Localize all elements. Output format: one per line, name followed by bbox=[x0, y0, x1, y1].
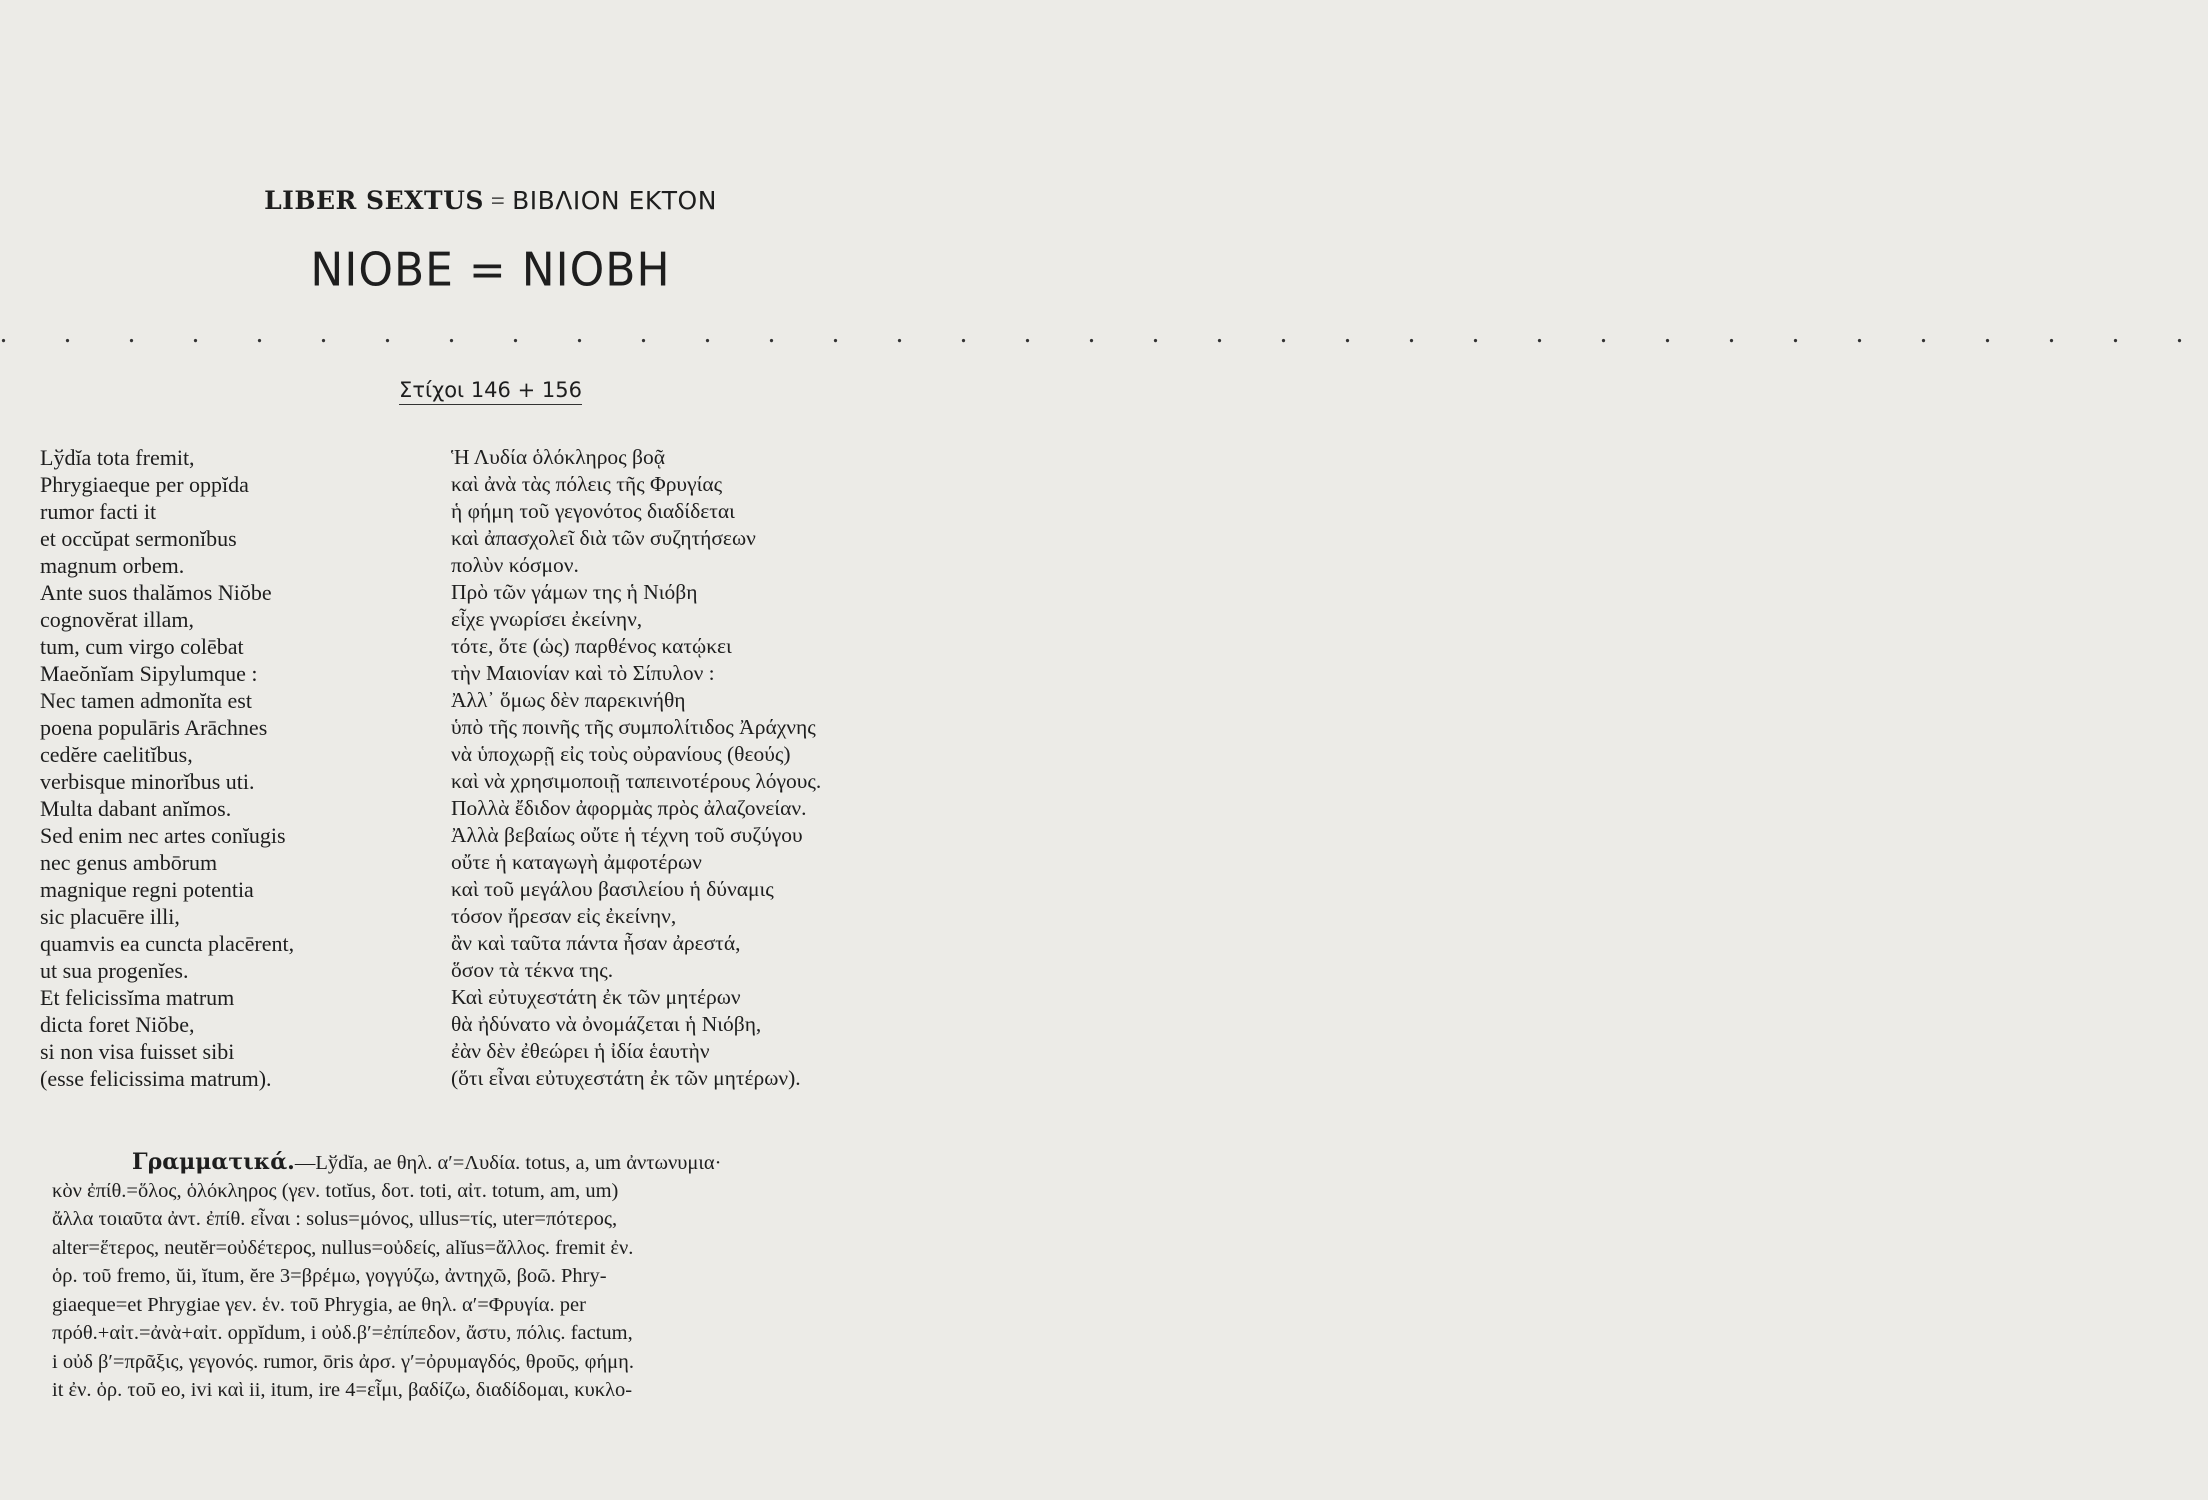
latin-line: quamvis ea cuncta placērent, bbox=[40, 931, 295, 956]
greek-line: πολὺν κόσμον. bbox=[451, 553, 579, 577]
greek-line: καὶ νὰ χρησιμοποιῇ ταπεινοτέρους λόγους. bbox=[451, 769, 822, 793]
greek-line: Ἀλλ᾽ ὅμως δὲν παρεκινήθη bbox=[451, 688, 686, 712]
greek-line: Πολλὰ ἔδιδον ἀφορμὰς πρὸς ἀλαζονείαν. bbox=[451, 796, 807, 820]
greek-line: τόσον ἤρεσαν εἰς ἐκείνην, bbox=[451, 904, 677, 928]
grammar-line: i οὐδ β′=πρᾶξις, γεγονός. rumor, ōris ἀρσ. γ′=ὀρυμαγδός, θροῦς, φήμη. bbox=[52, 1350, 635, 1373]
latin-line: nec genus ambōrum bbox=[40, 850, 218, 875]
greek-line: οὔτε ἡ καταγωγὴ ἀμφοτέρων bbox=[451, 850, 702, 874]
book-heading bbox=[0, 186, 981, 216]
grammar-text: —Lўdĭa, ae θηλ. α′=Λυδία. totus, a, um ἀντωνυμια· bbox=[294, 1152, 722, 1174]
greek-line: τότε, ὅτε (ὡς) παρθένος κατῴκει bbox=[451, 634, 732, 658]
greek-line: εἶχε γνωρίσει ἐκείνην, bbox=[451, 607, 643, 631]
latin-line: Sed enim nec artes conĭugis bbox=[40, 823, 286, 848]
grammar-heading: Γραμματικά. bbox=[132, 1149, 295, 1175]
greek-line: Πρὸ τῶν γάμων της ἡ Νιόβη bbox=[451, 580, 698, 604]
greek-line: ἡ φήμη τοῦ γεγονότος διαδίδεται bbox=[451, 499, 735, 523]
heading-equals: = bbox=[483, 188, 513, 215]
ellipsis-divider: . . . . . . . . . . . . . . . . . . . . . . . . . . . . . . . . . . . bbox=[0, 318, 2208, 349]
greek-line: τὴν Μαιονίαν καὶ τὸ Σίπυλον : bbox=[451, 661, 715, 685]
latin-line: Phrygiaeque per oppĭda bbox=[40, 472, 249, 497]
latin-line: rumor facti it bbox=[40, 499, 157, 524]
grammar-line bbox=[52, 1148, 942, 1177]
latin-line: ut sua progenĭes. bbox=[40, 958, 189, 983]
latin-line: magnique regni potentia bbox=[40, 877, 254, 902]
greek-line: καὶ ἀνὰ τὰς πόλεις τῆς Φρυγίας bbox=[451, 472, 723, 496]
latin-line: et occŭpat sermonĭbus bbox=[40, 526, 237, 551]
latin-line: dicta foret Niŏbe, bbox=[40, 1012, 195, 1037]
latin-line: Lўdĭa tota fremit, bbox=[40, 445, 195, 470]
grammar-line: ὁρ. τοῦ fremo, ŭi, ĭtum, ĕre 3=βρέμω, γογγύζω, ἀντηχῶ, βοῶ. Phry- bbox=[52, 1265, 607, 1287]
greek-line: θὰ ἠδύνατο νὰ ὀνομάζεται ἡ Νιόβη, bbox=[451, 1012, 762, 1036]
greek-line: Ἀλλὰ βεβαίως οὔτε ἡ τέχνη τοῦ συζύγου bbox=[451, 823, 803, 847]
latin-line: tum, cum virgo colēbat bbox=[40, 634, 244, 659]
greek-line: Ἡ Λυδία ὁλόκληρος βοᾷ bbox=[451, 445, 666, 469]
greek-line: ὑπὸ τῆς ποινῆς τῆς συμπολίτιδος Ἀράχνης bbox=[451, 715, 816, 739]
latin-line: si non visa fuisset sibi bbox=[40, 1039, 235, 1064]
latin-line: cognovĕrat illam, bbox=[40, 607, 194, 632]
grammar-line: πρόθ.+αἰτ.=ἀνὰ+αἰτ. oppĭdum, i οὐδ.β′=ἐπίπεδον, ἄστυ, πόλις. factum, bbox=[52, 1322, 633, 1344]
greek-line: καὶ ἀπασχολεῖ διὰ τῶν συζητήσεων bbox=[451, 526, 756, 550]
grammar-line: ἄλλα τοιαῦτα ἀντ. ἐπίθ. εἶναι : solus=μόνος, ullus=τίς, uter=πότερος, bbox=[52, 1208, 618, 1230]
verses-label bbox=[0, 378, 981, 402]
grammar-line: it ἐν. ὁρ. τοῦ eo, ivi καὶ ii, itum, ire 4=εἶμι, βαδίζω, διαδίδομαι, κυκλο- bbox=[52, 1379, 633, 1401]
latin-line: magnum orbem. bbox=[40, 553, 185, 578]
greek-column bbox=[451, 444, 971, 1092]
latin-line: cedĕre caelitĭbus, bbox=[40, 742, 193, 767]
grammar-notes bbox=[52, 1148, 942, 1405]
greek-line: ἐὰν δὲν ἐθεώρει ἡ ἰδία ἑαυτὴν bbox=[451, 1039, 710, 1063]
grammar-line: κὸν ἐπίθ.=ὅλος, ὁλόκληρος (γεν. totĭus, δοτ. toti, αἰτ. totum, am, um) bbox=[52, 1179, 619, 1202]
heading-latin: LIBER SEXTUS bbox=[264, 186, 484, 215]
latin-line: Nec tamen admonĭta est bbox=[40, 688, 252, 713]
greek-line: (ὅτι εἶναι εὐτυχεστάτη ἐκ τῶν μητέρων). bbox=[451, 1066, 801, 1090]
heading-greek: ΒΙΒΛΙΟΝ ΕΚΤΟΝ bbox=[512, 186, 717, 215]
latin-line: Et felicissĭma matrum bbox=[40, 985, 235, 1010]
chapter-title: NIOBE = NIOBH bbox=[310, 243, 671, 298]
latin-column bbox=[40, 444, 440, 1092]
latin-line: Ante suos thalămos Niŏbe bbox=[40, 580, 272, 605]
latin-line: verbisque minorĭbus uti. bbox=[40, 769, 255, 794]
greek-line: νὰ ὑποχωρῇ εἰς τοὺς οὐρανίους (θεούς) bbox=[451, 742, 791, 766]
latin-line: sic placuēre illi, bbox=[40, 904, 180, 929]
grammar-line: giaeque=et Phrygiae γεν. ἑν. τοῦ Phrygia, ae θηλ. α′=Φρυγία. per bbox=[52, 1293, 586, 1316]
greek-line: Καὶ εὐτυχεστάτη ἐκ τῶν μητέρων bbox=[451, 985, 741, 1009]
grammar-line: alter=ἕτερος, neutĕr=οὐδέτερος, nullus=οὐδείς, alĭus=ἄλλος. fremit ἐν. bbox=[52, 1236, 634, 1259]
verses-label-text: Στίχοι 146 + 156 bbox=[399, 378, 582, 405]
latin-line: (esse felicissima matrum). bbox=[40, 1066, 272, 1091]
latin-line: poena populāris Arāchnes bbox=[40, 715, 268, 740]
latin-line: Multa dabant anĭmos. bbox=[40, 796, 232, 821]
greek-line: ὅσον τὰ τέκνα της. bbox=[451, 958, 614, 982]
latin-line: Maeŏnĭam Sipylumque : bbox=[40, 661, 258, 686]
greek-line: καὶ τοῦ μεγάλου βασιλείου ἡ δύναμις bbox=[451, 877, 774, 901]
greek-line: ἂν καὶ ταῦτα πάντα ἦσαν ἀρεστά, bbox=[451, 931, 741, 955]
